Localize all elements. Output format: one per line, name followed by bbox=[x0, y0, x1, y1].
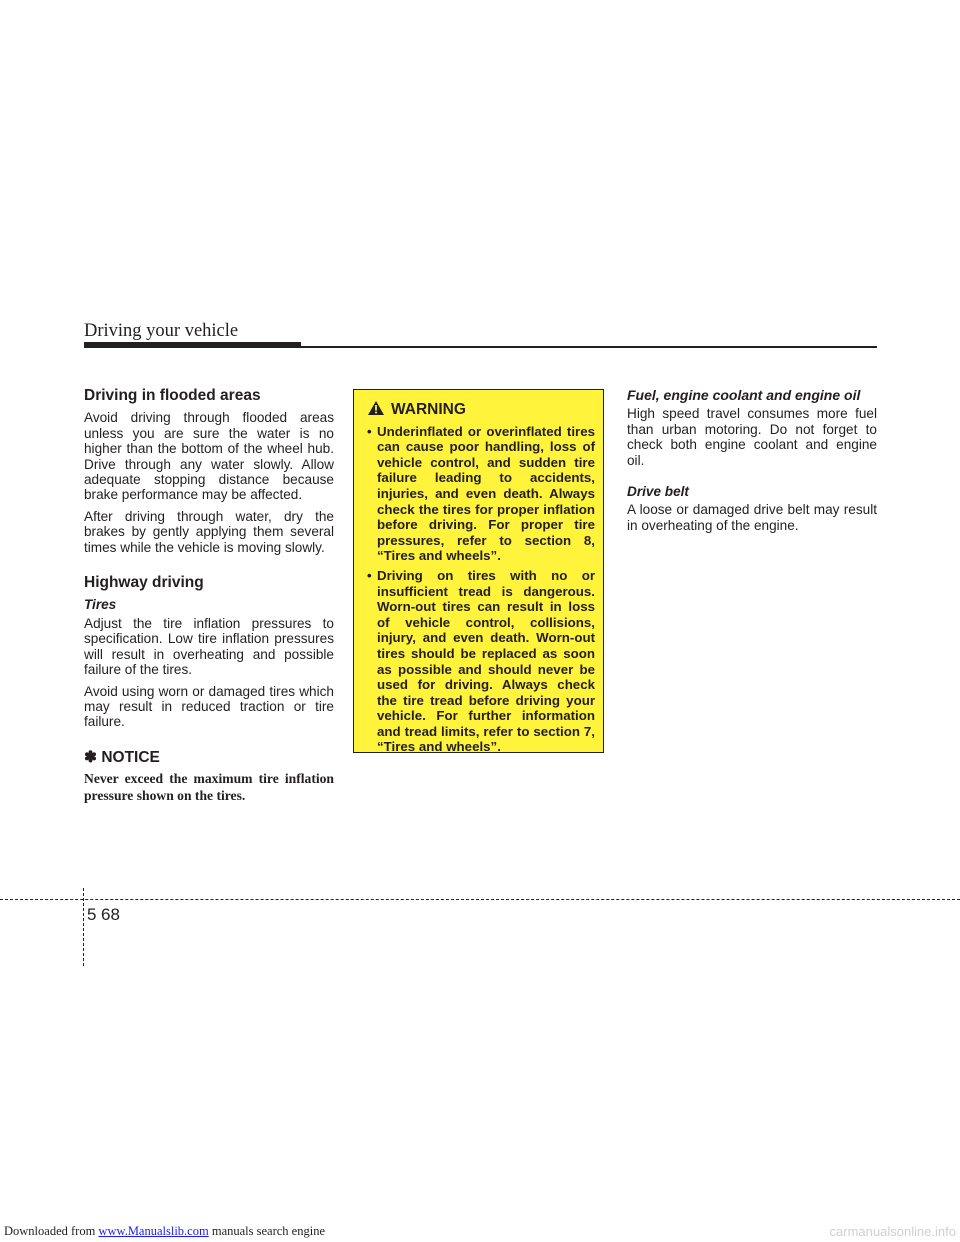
belt-paragraph: A loose or damaged drive belt may result in overheating of the engine. bbox=[627, 502, 877, 533]
warning-triangle-icon bbox=[367, 400, 391, 420]
footer-prefix: Downloaded from bbox=[4, 1224, 96, 1238]
section-number: 5 bbox=[87, 905, 97, 924]
page-number: 68 bbox=[101, 905, 120, 924]
warning-box bbox=[353, 389, 604, 753]
left-column bbox=[84, 388, 334, 810]
notice-text: Never exceed the maximum tire inflation pressure shown on the tires. bbox=[84, 771, 334, 803]
fuel-paragraph: High speed travel consumes more fuel than urban motoring. Do not forget to check both engine coolant and engine oil. bbox=[627, 406, 877, 468]
notice-title: NOTICE bbox=[101, 748, 160, 766]
belt-subheading: Drive belt bbox=[627, 484, 689, 500]
header-rule-thin bbox=[301, 346, 877, 348]
warning-header bbox=[364, 400, 595, 420]
warning-title: WARNING bbox=[391, 401, 466, 418]
download-footer bbox=[4, 1224, 325, 1239]
manualslib-link[interactable]: www.Manualslib.com bbox=[98, 1224, 209, 1238]
tires-paragraph-1: Adjust the tire inflation pressures to specification. Low tire inflation pressures will result in overheating and possible failure of the tires. bbox=[84, 615, 334, 678]
footer-suffix: manuals search engine bbox=[211, 1224, 325, 1238]
watermark-text: carmanualsonline.info bbox=[829, 1224, 956, 1239]
flooded-paragraph-1: Avoid driving through flooded areas unless you are sure the water is no higher than the bottom of the wheel hub. Drive through any water slowly. Allow adequate stopping distance because brake performance may be affected. bbox=[84, 410, 334, 503]
warning-item: • Underinflated or overinflated tires can cause poor handling, loss of vehicle control, and sudden tire failure leading to accidents, injuries, and even death. Always check the tires for proper inflation before driving. For proper tire pressures, refer to section 8, “Tires and wheels”. bbox=[367, 423, 595, 564]
page-divider-horizontal bbox=[0, 899, 960, 900]
tires-subheading: Tires bbox=[84, 597, 117, 613]
notice-heading bbox=[84, 750, 334, 765]
tires-paragraph-2: Avoid using worn or damaged tires which may result in reduced traction or tire failure. bbox=[84, 683, 334, 730]
flooded-heading: Driving in flooded areas bbox=[84, 387, 261, 404]
right-column bbox=[627, 388, 877, 539]
warning-list bbox=[364, 424, 595, 755]
flooded-paragraph-2: After driving through water, dry the brakes by gently applying them several times while the vehicle is moving slowly. bbox=[84, 508, 334, 555]
warning-item: • Driving on tires with no or insufficient tread is dangerous. Worn-out tires can result in loss of vehicle control, collisions, injury, and even death. Worn-out tires should be replaced as soon as possible and should never be used for driving. Always check the tire tread before driving your vehicle. For further information and tread limits, refer to section 7, “Tires and wheels”. bbox=[367, 567, 595, 755]
page-divider-vertical bbox=[83, 888, 84, 966]
highway-heading: Highway driving bbox=[84, 574, 204, 592]
warning-item-text: Driving on tires with no or insufficient tread is dangerous. Worn-out tires can result in loss of vehicle control, collisions, injury, and even death. Worn-out tires should be replaced as soon as possible and should never be used for driving. Always check the tire tread before driving your vehicle. For further information and tread limits, refer to section 7, “Tires and wheels”. bbox=[377, 567, 595, 755]
fuel-subheading: Fuel, engine coolant and engine oil bbox=[627, 387, 861, 403]
page-header-title: Driving your vehicle bbox=[84, 321, 239, 341]
notice-icon: ✽ bbox=[84, 748, 97, 766]
warning-item-text: Underinflated or overinflated tires can cause poor handling, loss of vehicle control, and sudden tire failure leading to accidents, injuries, and even death. Always check the tires for proper inflation before driving. For proper tire pressures, refer to section 8, “Tires and wheels”. bbox=[377, 423, 595, 564]
header-rule-thick bbox=[84, 342, 301, 348]
